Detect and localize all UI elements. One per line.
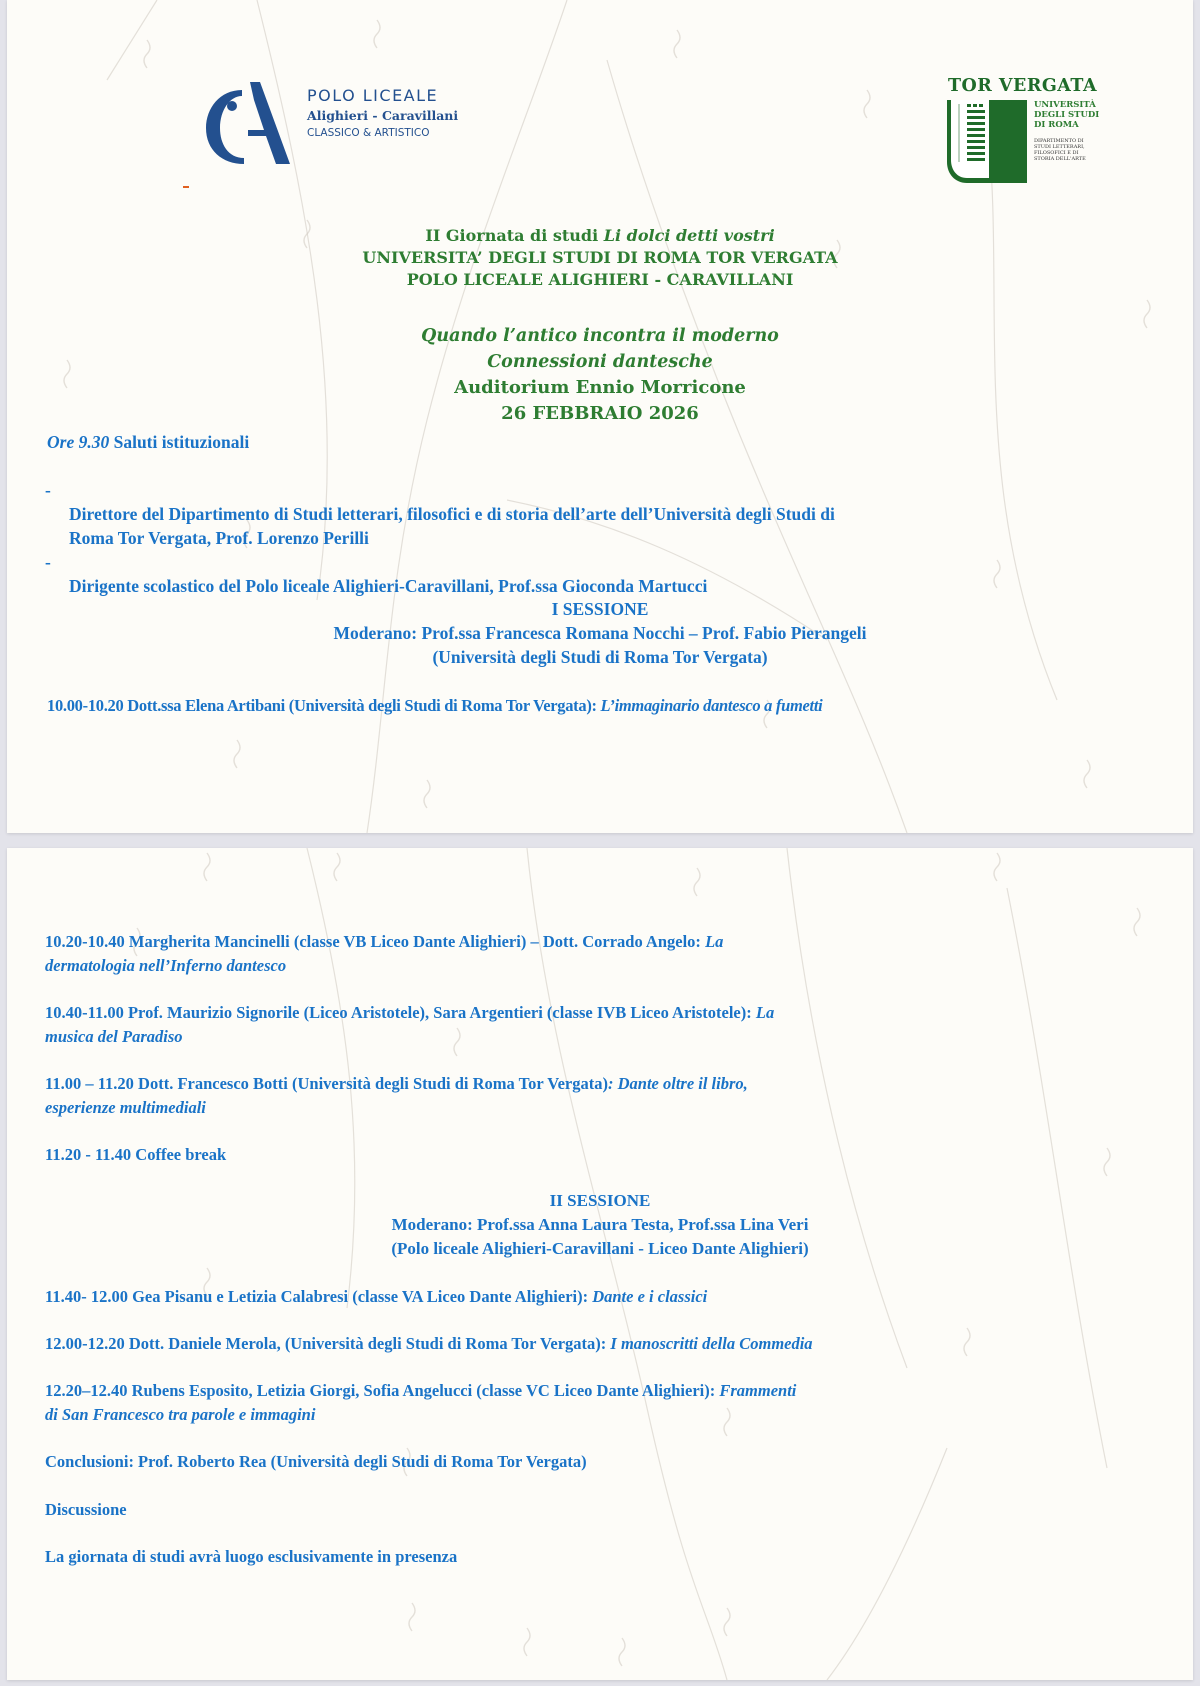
- department-line-4: STORIA DELL'ARTE: [1034, 156, 1086, 162]
- talk-title: esperienze multimediali: [45, 1098, 206, 1117]
- talk-11-00: 11.00 – 11.20 Dott. Francesco Botti (Università degli Studi di Roma Tor Vergata): Dante oltre il libro, esperienze multimediali: [45, 1074, 748, 1117]
- tor-vergata-shield-icon: [947, 100, 1027, 183]
- event-subtitle-2: Connessioni dantesche: [487, 352, 713, 372]
- flyer-page-2: [7, 848, 1193, 1680]
- coffee-break: 11.20 - 11.40 Coffee break: [45, 1145, 227, 1164]
- session-1-moderators: Moderano: Prof.ssa Francesca Romana Nocchi – Prof. Fabio Pierangeli: [333, 623, 867, 643]
- event-header: [7, 225, 1193, 291]
- decorative-dash: [183, 186, 189, 188]
- event-edition: II Giornata di studi Li dolci detti vostri: [425, 226, 775, 245]
- session-2-title: II SESSIONE: [549, 1191, 651, 1210]
- talk-11-40: 11.40- 12.00 Gea Pisanu e Letizia Calabresi (classe VA Liceo Dante Alighieri): Dante e i classici: [45, 1287, 708, 1306]
- flyer-page-1: [7, 0, 1193, 833]
- event-venue: Auditorium Ennio Morricone: [454, 377, 746, 398]
- greeting-item-1: - Direttore del Dipartimento di Studi letterari, filosofici e di storia dell’arte dell’Università degli Studi di Roma Tor Vergata, Prof. Lorenzo Perilli: [45, 480, 835, 548]
- department-line-2: STUDI LETTERARI,: [1034, 144, 1085, 150]
- university-line-2: DEGLI STUDI: [1034, 110, 1100, 120]
- organizer-university: UNIVERSITA’ DEGLI STUDI DI ROMA TOR VERGATA: [362, 248, 838, 267]
- department-line-3: FILOSOFICI E DI: [1034, 150, 1079, 156]
- talk-title: dermatologia nell’Inferno dantesco: [45, 956, 287, 975]
- session-2-moderators: Moderano: Prof.ssa Anna Laura Testa, Prof.ssa Lina Veri: [391, 1215, 809, 1234]
- ca-monogram-icon: [202, 78, 297, 168]
- talk-10-40: 10.40-11.00 Prof. Maurizio Signorile (Liceo Aristotele), Sara Argentieri (classe IVB Liceo Aristotele): La musica del Paradiso: [45, 1003, 775, 1046]
- event-subtitle: Quando l’antico incontra il moderno: [421, 326, 779, 346]
- department-line-1: DIPARTIMENTO DI: [1034, 138, 1084, 144]
- talk-10-20: 10.20-10.40 Margherita Mancinelli (classe VB Liceo Dante Alighieri) – Dott. Corrado Angelo: La dermatologia nell’Inferno dantesco: [45, 932, 724, 975]
- organizer-school: POLO LICEALE ALIGHIERI - CARAVILLANI: [406, 270, 794, 289]
- session-1-affiliation: (Università degli Studi di Roma Tor Vergata): [432, 647, 768, 667]
- bullet-dash: -: [45, 480, 51, 500]
- event-name: Li dolci detti vostri: [603, 226, 775, 245]
- logo-line-classico-artistico: CLASSICO & ARTISTICO: [307, 127, 430, 139]
- logo-line-polo-liceale: POLO LICEALE: [307, 86, 439, 105]
- bullet-dash: -: [45, 552, 51, 572]
- talk-title: musica del Paradiso: [45, 1027, 183, 1046]
- tor-vergata-logo: [944, 76, 1124, 188]
- discussion: Discussione: [45, 1500, 127, 1519]
- tor-vergata-title: TOR VERGATA: [948, 76, 1098, 96]
- event-date: 26 FEBBRAIO 2026: [501, 403, 699, 424]
- talk-12-20: 12.20–12.40 Rubens Esposito, Letizia Giorgi, Sofia Angelucci (classe VC Liceo Dante Alighieri): Frammenti di San Francesco tra parole e immagini: [45, 1381, 797, 1424]
- talk-title: Dante e i classici: [592, 1287, 708, 1306]
- session-1-header: [7, 597, 1193, 669]
- session-2-affiliation: (Polo liceale Alighieri-Caravillani - Liceo Dante Alighieri): [391, 1239, 809, 1258]
- opening-line: [47, 430, 249, 454]
- event-subtitle-block: [7, 323, 1193, 427]
- session-2-header: [7, 1189, 1193, 1261]
- university-line-3: DI ROMA: [1034, 120, 1079, 130]
- opening-time: Ore 9.30: [47, 432, 110, 452]
- greeting-item-2: - Dirigente scolastico del Polo liceale Alighieri-Caravillani, Prof.ssa Gioconda Martucci: [45, 552, 708, 596]
- talk-title: di San Francesco tra parole e immagini: [45, 1405, 316, 1424]
- session-1-title: I SESSIONE: [551, 599, 649, 619]
- talk-title: L’immaginario dantesco a fumetti: [600, 696, 823, 715]
- polo-liceale-logo: [202, 78, 482, 178]
- opening-label: Saluti istituzionali: [109, 432, 250, 452]
- talk-12-00: 12.00-12.20 Dott. Daniele Merola, (Università degli Studi di Roma Tor Vergata): I manoscritti della Commedia: [45, 1334, 813, 1353]
- logo-line-alighieri-caravillani: Alighieri - Caravillani: [307, 108, 459, 123]
- university-line-1: UNIVERSITÀ: [1034, 100, 1096, 110]
- talk-title: I manoscritti della Commedia: [610, 1334, 813, 1353]
- conclusions: Conclusioni: Prof. Roberto Rea (Università degli Studi di Roma Tor Vergata): [45, 1452, 587, 1471]
- talk-10-00: 10.00-10.20 Dott.ssa Elena Artibani (Università degli Studi di Roma Tor Vergata): L’immaginario dantesco a fumetti: [47, 696, 823, 715]
- attendance-note: La giornata di studi avrà luogo esclusivamente in presenza: [45, 1547, 458, 1566]
